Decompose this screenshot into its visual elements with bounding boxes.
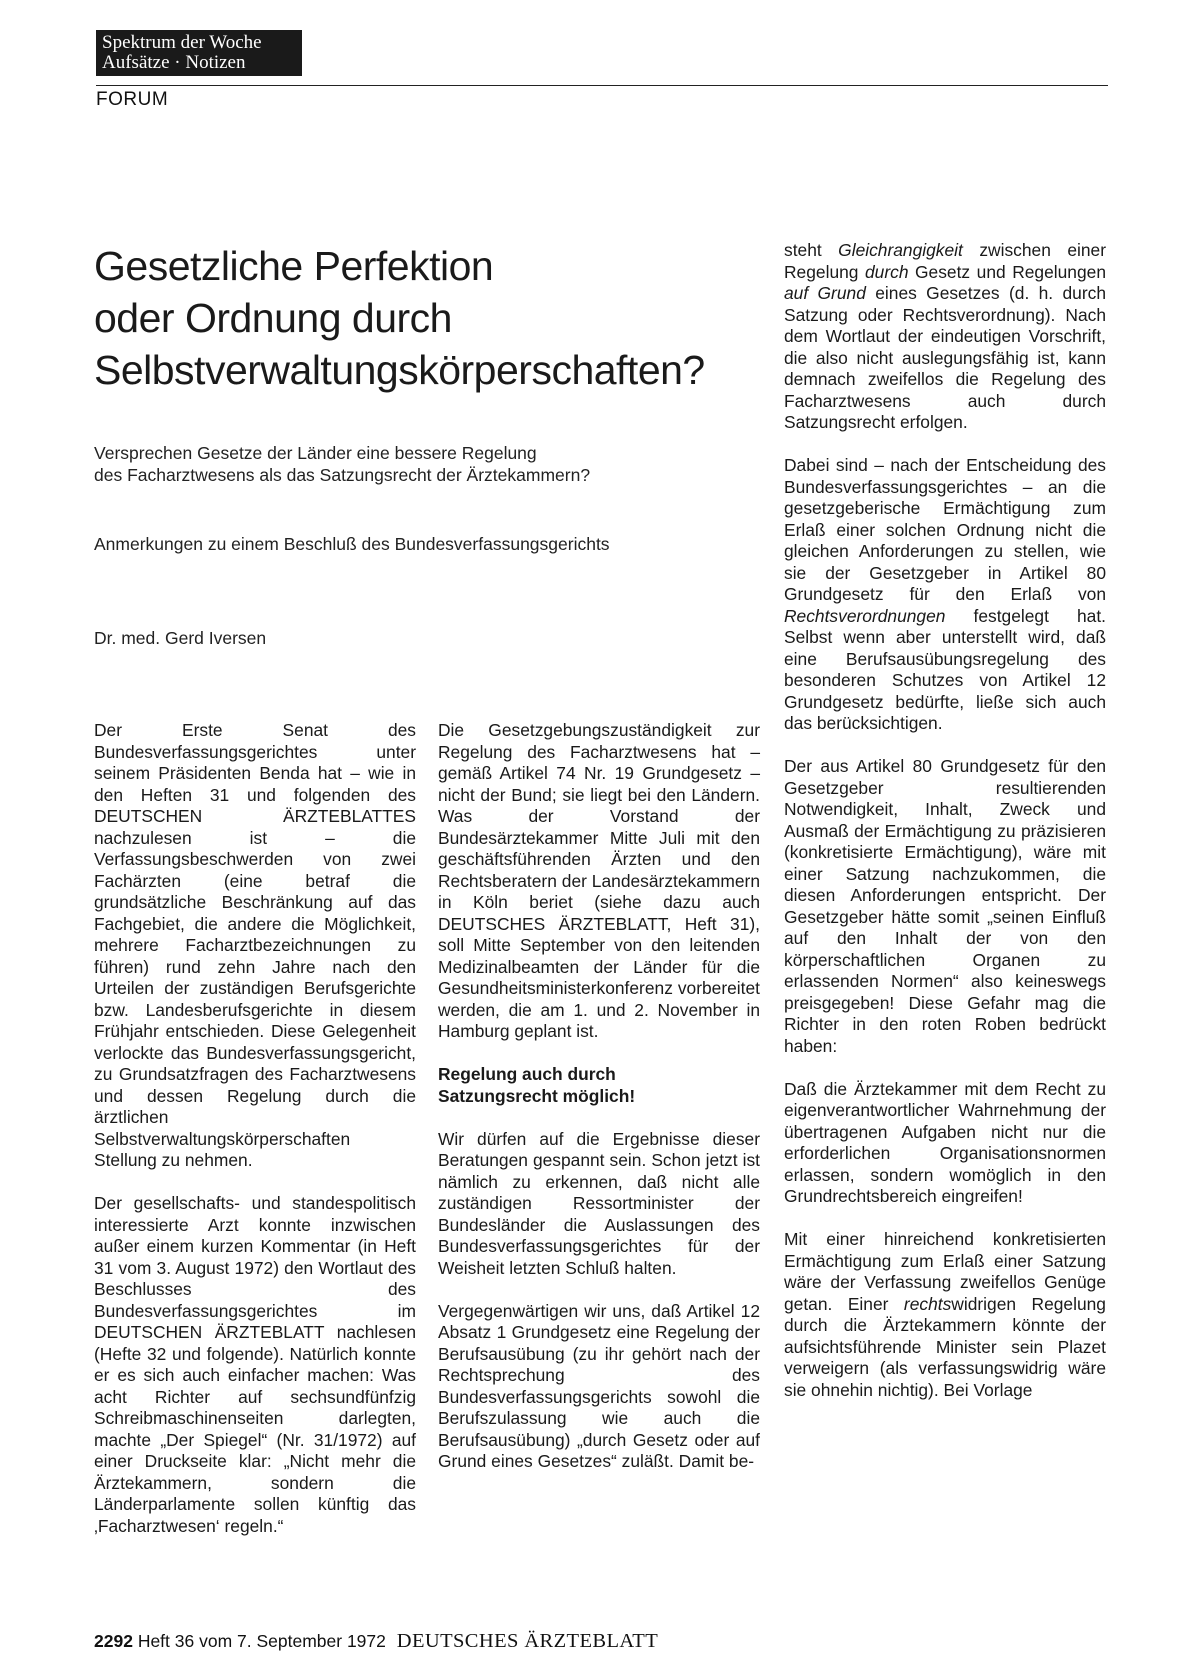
page-footer — [94, 1630, 658, 1653]
text-column-2 — [438, 720, 760, 1494]
paragraph — [784, 240, 1106, 434]
article-title — [94, 240, 774, 396]
section-badge — [96, 30, 302, 76]
paragraph: Vergegenwärtigen wir uns, daß Artikel 12 Absatz 1 Grundgesetz eine Regelung der Berufsausübung (zu ihr gehört nach der Rechtsprechung des Bundesverfassungsgerichts sowohl die Berufszulassung wie auch die Berufsausübung) „durch Gesetz oder auf Grund eines Gesetzes“ zuläßt. Damit be- — [438, 1300, 760, 1471]
section-heading-line-2: Satzungsrecht möglich! — [438, 1085, 636, 1106]
page-number: 2292 — [94, 1631, 133, 1651]
emphasis: durch — [864, 261, 909, 282]
text-run: zwischen einer Regelung — [784, 240, 1106, 282]
text-column-3 — [784, 240, 1106, 1423]
text-column-1 — [94, 720, 416, 1559]
paragraph: Die Gesetzgebungszuständigkeit zur Regelung des Facharztwesens hat – gemäß Artikel 74 Nr. 19 Grundgesetz – nicht der Bund; sie liegt bei den Ländern. Was der Vorstand der Bundesärztekammer Mitte Juli mit den geschäftsführenden Ärzten und den Rechtsberatern der Landesärztekammern in Köln beriet (siehe dazu auch DEUTSCHES ÄRZTEBLATT, Heft 31), soll Mitte September von den leitenden Medizinalbeamten der Länder für die Gesundheitsministerkonferenz vorbereitet werden, die am 1. und 2. November in Hamburg geplant ist. — [438, 720, 760, 1041]
emphasis: Gleichrangigkeit — [838, 240, 963, 260]
text-run: Gesetz und Regelungen — [908, 261, 1106, 282]
paragraph: Wir dürfen auf die Ergebnisse dieser Beratungen gespannt sein. Schon jetzt ist nämlich zu erkennen, daß nicht alle zuständigen Ressortminister der Bundesländer die Auslassungen des Bundesverfassungsgerichtes für der Weisheit letzten Schluß halten. — [438, 1128, 760, 1278]
text-run: Dabei sind – nach der Entscheidung des Bundesverfassungsgerichtes – an die gesetzgeberische Ermächtigung zum Erlaß einer solchen Ordnung nicht die gleichen Anforderungen zu stellen, wie sie der Gesetzgeber in Artikel 80 Grundgesetz für den Erlaß von — [784, 455, 1106, 604]
section-label-primary: Spektrum der Woche — [102, 32, 262, 53]
text-run: widrigen Regelung durch die Ärztekammern könnte der aufsichtsführende Minister sein Plazet verweigern (als verfassungswidrig wäre sie ohnehin nichtig). Bei Vorlage — [784, 1293, 1106, 1400]
paragraph: Der Erste Senat des Bundesverfassungsgerichtes unter seinem Präsidenten Benda hat – wie in den Heften 31 und folgenden des DEUTSCHEN ÄRZTEBLATTES nachzulesen ist – die Verfassungsbeschwerden von zwei Fachärzten (eine betraf die grundsätzliche Beschränkung auf das Fachgebiet, die andere die Möglichkeit, mehrere Facharztbezeichnungen zu führen) rund zehn Jahre nach den Urteilen der zuständigen Berufsgerichte bzw. Landesberufsgerichte in diesem Frühjahr entschieden. Diese Gelegenheit verlockte das Bundesverfassungsgericht, zu Grundsatzfragen des Facharztwesens und dessen Regelung durch die ärztlichen Selbstverwaltungskörperschaften Stellung zu nehmen. — [94, 720, 416, 1170]
emphasis: rechts — [903, 1293, 952, 1314]
title-line-3: Selbstverwaltungskörperschaften? — [94, 347, 705, 393]
paragraph: Der aus Artikel 80 Grundgesetz für den Gesetzgeber resultierenden Notwendigkeit, Inhalt, Zweck und Ausmaß der Ermächtigung zu präzisieren (konkretisierte Ermächtigung), wäre mit einer Satzung nachzukommen, die diesen Anforderungen entspricht. Der Gesetzgeber hätte somit „seinen Einfluß auf den Inhalt der von den körperschaftlichen Organen zu erlassenden Normen“ also keineswegs preisgegeben! Diese Gefahr mag die Richter in den roten Roben bedrückt haben: — [784, 756, 1106, 1056]
subtitle-line-2: des Facharztwesens als das Satzungsrecht der Ärztekammern? — [94, 465, 591, 485]
text-run: eines Gesetzes (d. h. durch Satzung oder Rechtsverordnung). Nach dem Wortlaut der eindeutigen Vorschrift, die also nicht auslegungsfähig ist, kann demnach zweifellos die Regelung des Facharztwesens auch durch Satzungsrecht erfolgen. — [784, 283, 1106, 432]
subtitle-line-1: Versprechen Gesetze der Länder eine bessere Regelung — [94, 443, 537, 463]
emphasis: Rechtsverordnungen — [784, 605, 946, 626]
paragraph — [784, 455, 1106, 735]
section-heading-line-1: Regelung auch durch — [438, 1064, 616, 1084]
issue-info: Heft 36 vom 7. September 1972 — [137, 1631, 386, 1651]
article-note: Anmerkungen zu einem Beschluß des Bundesverfassungsgerichts — [94, 534, 610, 554]
header-rule — [96, 85, 1108, 86]
paragraph: Der gesellschafts- und standespolitisch interessierte Arzt konnte inzwischen außer einem kurzen Kommentar (in Heft 31 vom 3. August 1972) den Wortlaut des Beschlusses des Bundesverfassungsgerichtes im DEUTSCHEN ÄRZTEBLATT nachlesen (Hefte 32 und folgende). Natürlich konnte er es sich auch einfacher machen: Was acht Richter auf sechsundfünfzig Schreibmaschinenseiten darlegten, machte „Der Spiegel“ (Nr. 31/1972) auf einer Druckseite klar: „Nicht mehr die Ärztekammern, sondern die Länderparlamente sollen künftig das ‚Facharztwesen‘ regeln.“ — [94, 1193, 416, 1536]
title-line-2: oder Ordnung durch — [94, 295, 452, 341]
rubric-label: FORUM — [96, 89, 169, 110]
section-heading — [438, 1064, 760, 1107]
paragraph — [784, 1229, 1106, 1401]
paragraph: Daß die Ärztekammer mit dem Recht zu eigenverantwortlicher Wahrnehmung der übertragenen Aufgaben nicht nur die erforderlichen Organisationsnormen erlassen, sondern womöglich in den Grundrechtsbereich eingreifen! — [784, 1078, 1106, 1206]
text-run: festgelegt hat. Selbst wenn aber unterstellt wird, daß eine Berufsausübungsregelung des besonderen Schutzes von Artikel 12 Grundgesetz bedürfte, ließe sich auch das berücksichtigen. — [784, 605, 1106, 733]
text-run: steht — [784, 240, 839, 260]
title-line-1: Gesetzliche Perfektion — [94, 243, 494, 289]
text-run: Mit einer hinreichend konkretisierten Ermächtigung zum Erlaß einer Satzung wäre der Verfassung zweifellos Genüge getan. Einer — [784, 1229, 1106, 1314]
section-label-secondary: Aufsätze · Notizen — [102, 52, 246, 73]
emphasis: auf Grund — [784, 283, 866, 303]
article-author: Dr. med. Gerd Iversen — [94, 628, 267, 648]
article-subtitle — [94, 442, 774, 486]
magazine-name: DEUTSCHES ÄRZTEBLATT — [396, 1630, 659, 1652]
